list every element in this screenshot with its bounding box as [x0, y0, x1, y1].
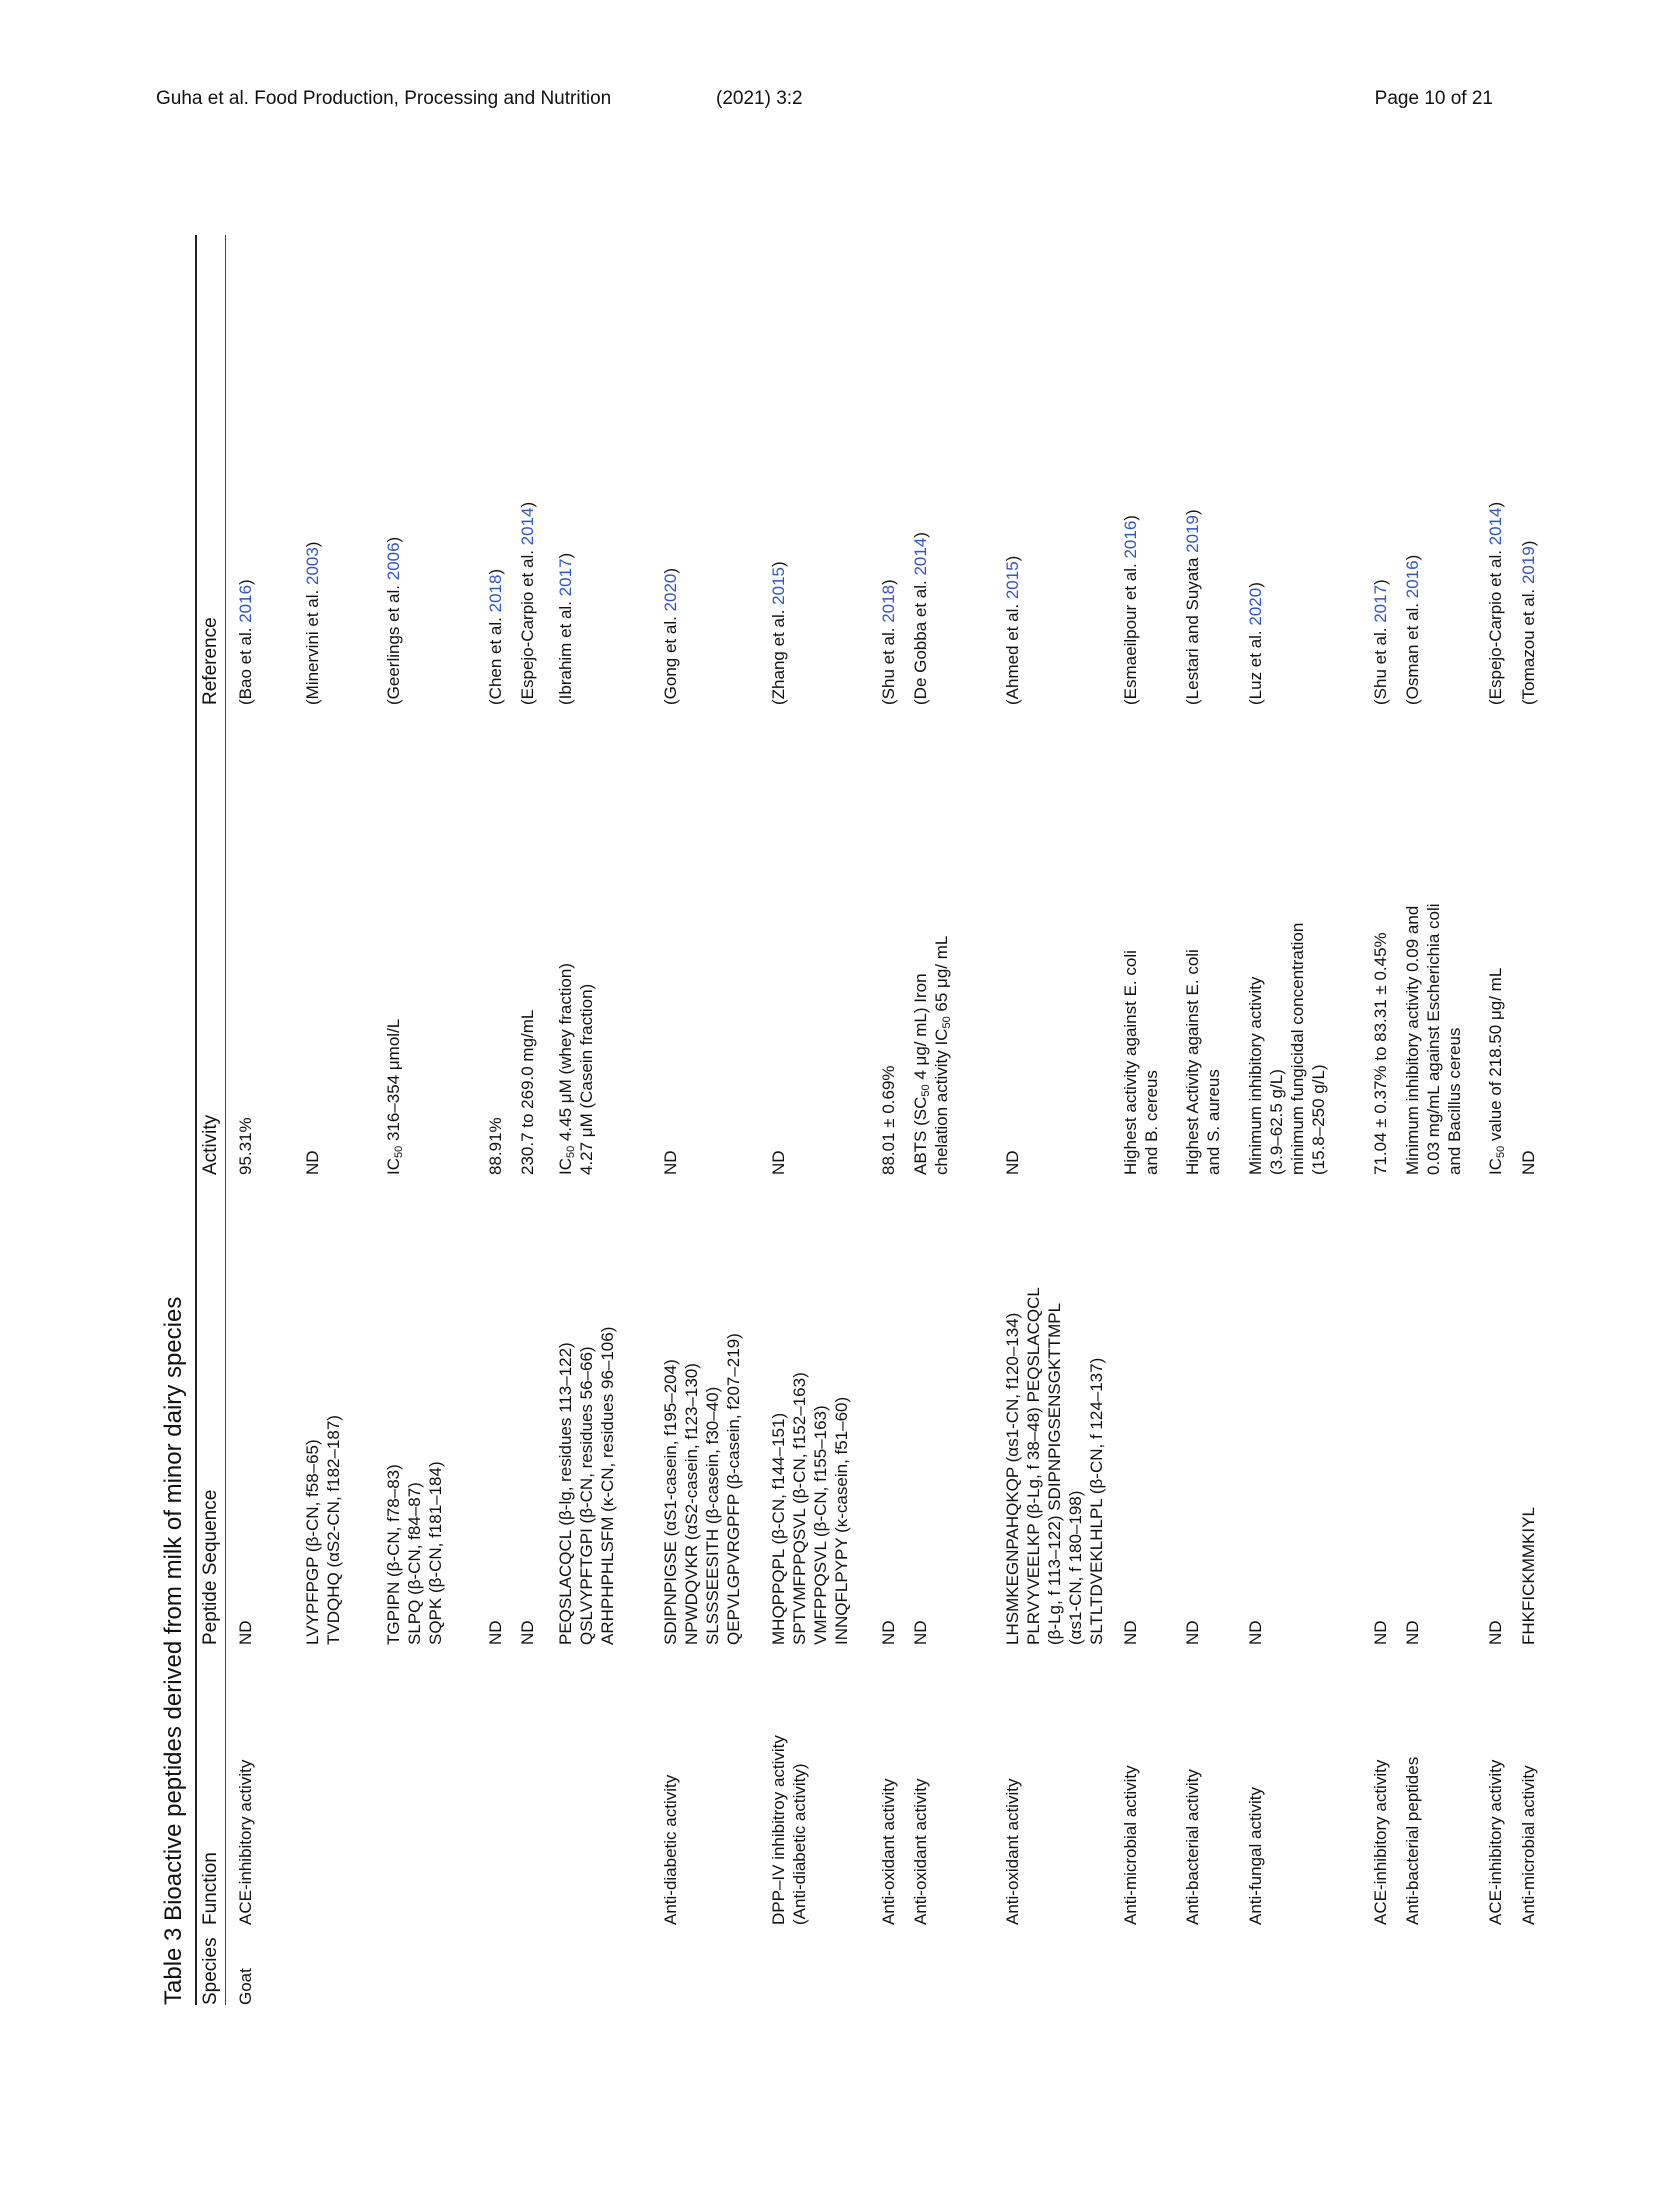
table-top-rule	[195, 235, 197, 2005]
column-header-reference: Reference	[200, 617, 221, 705]
cell-line: ND	[518, 1620, 537, 1645]
subscript: 50	[565, 1145, 577, 1158]
citation-close: )	[1183, 509, 1202, 516]
citation-authors: (Ibrahim et al.	[556, 596, 575, 705]
cell-line: Minimum inhibitory activity 0.09 and	[1403, 905, 1422, 1175]
activity-cell	[910, 936, 952, 1175]
sequence-cell	[1518, 1507, 1539, 1645]
sequence-cell	[660, 1333, 744, 1645]
reference-cell	[878, 579, 899, 705]
activity-cell	[768, 1150, 789, 1175]
citation-authors: (Esmaeilpour et al.	[1121, 558, 1140, 705]
function-cell	[1518, 1765, 1539, 1925]
column-header-activity: Activity	[200, 1114, 221, 1175]
citation-close: )	[486, 568, 505, 575]
reference-cell	[1182, 509, 1203, 705]
citation-year-link[interactable]: 2015	[769, 567, 788, 605]
column-header-sequence: Peptide Sequence	[200, 1489, 221, 1645]
cell-line: 88.01 ± 0.69%	[879, 1065, 898, 1175]
citation-year-link[interactable]: 2016	[1121, 520, 1140, 559]
activity-cell	[1402, 903, 1465, 1175]
reference-cell	[768, 561, 789, 705]
cell-line	[383, 1019, 404, 1175]
cell-text: IC	[1486, 1158, 1505, 1175]
sequence-cell	[1485, 1620, 1506, 1645]
citation-authors: (Espejo-Carpio et al.	[518, 545, 537, 705]
citation-close: )	[911, 532, 930, 538]
citation-close: )	[1519, 540, 1538, 547]
citation	[485, 569, 506, 705]
reference-cell	[235, 579, 256, 705]
citation	[1370, 579, 1391, 705]
citation-authors: (Tomazou et al.	[1519, 584, 1538, 705]
sequence-cell	[1002, 1287, 1107, 1645]
citation-year-link[interactable]: 2006	[384, 542, 403, 581]
cell-line: TGPIPN (β-CN, f78–83)	[384, 1464, 403, 1645]
cell-line: (Anti-diabetic activity)	[790, 1763, 809, 1925]
cell-line: and B. cereus	[1142, 1070, 1161, 1175]
cell-line: NPWDQVKR (αS2-casein, f123–130)	[682, 1363, 701, 1645]
reference-cell	[1120, 515, 1141, 705]
citation	[1120, 515, 1141, 705]
activity-cell	[1370, 932, 1391, 1175]
cell-line: ND	[1183, 1620, 1202, 1645]
citation-close: )	[518, 501, 537, 508]
function-cell	[1245, 1787, 1266, 1925]
sequence-cell	[1245, 1620, 1266, 1645]
subscript: 50	[1495, 1145, 1507, 1158]
cell-line: ND	[1403, 1620, 1422, 1645]
activity-cell	[878, 1065, 899, 1175]
cell-text: IC	[556, 1158, 575, 1175]
sequence-cell	[1182, 1620, 1203, 1645]
reference-cell	[1245, 582, 1266, 705]
issue-number: (2021) 3:2	[716, 88, 803, 109]
cell-line: ND	[879, 1620, 898, 1645]
cell-line	[910, 936, 931, 1175]
reference-cell	[1402, 555, 1423, 705]
activity-cell	[517, 1010, 538, 1175]
citation	[1245, 582, 1266, 705]
citation	[768, 561, 789, 705]
activity-cell	[1002, 1150, 1023, 1175]
cell-line: Highest activity against E. coli	[1121, 950, 1140, 1175]
table-header-rule	[225, 235, 226, 2005]
citation-year-link[interactable]: 2014	[1486, 507, 1505, 546]
citation-year-link[interactable]: 2014	[911, 537, 930, 576]
cell-line	[1485, 968, 1506, 1175]
cell-line: ND	[769, 1150, 788, 1175]
cell-line: ACE-inhibitory activity	[236, 1759, 255, 1925]
cell-line: QSLVYPFTGPI (β-CN, residues 56–66)	[577, 1346, 596, 1645]
citation-year-link[interactable]: 2016	[1403, 560, 1422, 599]
cell-line: LVYPFPGP (β-CN, f58–65)	[303, 1439, 322, 1645]
function-cell	[235, 1760, 256, 1925]
cell-line: Anti-bacterial activity	[1183, 1769, 1202, 1925]
cell-line: ND	[1246, 1620, 1265, 1645]
citation-close: )	[556, 552, 575, 559]
function-cell	[1370, 1760, 1391, 1925]
cell-line: LHSMKEGNPAHQKQP (αs1-CN, f120–134)	[1003, 1312, 1022, 1645]
cell-line: ND	[661, 1150, 680, 1175]
cell-text: IC	[384, 1158, 403, 1175]
cell-line: VMFPPQSVL (β-CN, f155–163)	[811, 1405, 830, 1645]
activity-cell	[555, 963, 597, 1175]
citation-close: )	[661, 567, 680, 574]
sequence-cell	[383, 1461, 446, 1645]
cell-line: Highest Activity against E. coli	[1183, 949, 1202, 1175]
sequence-cell	[555, 1327, 618, 1645]
subscript: 50	[920, 1084, 932, 1097]
cell-line: DPP–IV inhibitroy activity	[769, 1735, 788, 1925]
cell-text: 65 μg/ mL	[932, 935, 951, 1017]
cell-text: 316–354 μmol/L	[384, 1018, 403, 1146]
citation-year-link[interactable]: 2019	[1183, 515, 1202, 553]
rotated-table	[160, 235, 1538, 2005]
cell-text: 4 μg/ mL) Iron	[911, 973, 930, 1085]
citation-authors: (De Gobba et al.	[911, 575, 930, 705]
citation-authors: (Lestari and Suyata	[1183, 552, 1202, 705]
citation-authors: (Zhang et al.	[769, 604, 788, 705]
citation-authors: (Shu et al.	[1371, 622, 1390, 705]
cell-line: QEPVLGPVRGPFP (β-casein, f207–219)	[724, 1333, 743, 1645]
citation-authors: (Minervini et al.	[303, 585, 322, 705]
cell-line: TVDQHQ (αS2-CN, f182–187)	[324, 1415, 343, 1645]
citation-close: )	[769, 561, 788, 567]
cell-line: PLRVYVEELKP (β-Lg, f 38–48) PEQSLACQCL	[1024, 1287, 1043, 1645]
cell-line: Anti-fungal activity	[1246, 1787, 1265, 1925]
citation	[235, 579, 256, 705]
citation-authors: (Shu et al.	[879, 622, 898, 705]
function-cell	[1182, 1769, 1203, 1925]
citation	[1402, 555, 1423, 705]
citation	[1485, 502, 1506, 705]
citation-close: )	[1246, 582, 1265, 588]
function-cell	[660, 1775, 681, 1925]
page-number: Page 10 of 21	[1374, 88, 1493, 109]
subscript: 50	[393, 1145, 405, 1158]
cell-line: MHQPPQPL (β-CN, f144–151)	[769, 1412, 788, 1645]
table-caption: Table 3 Bioactive peptides derived from milk of minor dairy species	[160, 1296, 187, 2005]
cell-line: SDIPNPIGSE (αS1-casein, f195–204)	[661, 1359, 680, 1645]
cell-line: 71.04 ± 0.37% to 83.31 ± 0.45%	[1371, 932, 1390, 1175]
function-cell	[1002, 1779, 1023, 1925]
cell-line: SLTLTDVEKLHLPL (β-CN, f 124–137)	[1087, 1357, 1106, 1645]
cell-text: 4.45 μM (whey fraction)	[556, 963, 575, 1146]
citation-close: )	[236, 579, 255, 585]
cell-line: SLPQ (β-CN, f84–87)	[405, 1482, 424, 1645]
citation-close: )	[1003, 555, 1022, 562]
citation-close: )	[1486, 501, 1505, 508]
cell-line: ARHPHPHLSFM (κ-CN, residues 96–106)	[598, 1326, 617, 1645]
citation	[302, 542, 323, 705]
citation-year-link[interactable]: 2020	[661, 573, 680, 612]
column-header-function: Function	[200, 1852, 221, 1925]
citation-year-link[interactable]: 2017	[1371, 584, 1390, 623]
sequence-cell	[1120, 1620, 1141, 1645]
sequence-cell	[1370, 1620, 1391, 1645]
cell-line: 230.7 to 269.0 mg/mL	[518, 1009, 537, 1175]
citation	[1182, 509, 1203, 705]
cell-line: ACE-inhibitory activity	[1371, 1759, 1390, 1925]
sequence-cell	[302, 1415, 344, 1645]
citation-authors: (Ahmed et al.	[1003, 599, 1022, 705]
activity-cell	[235, 1117, 256, 1175]
citation	[517, 502, 538, 705]
cell-line: Anti-oxidant activity	[1003, 1778, 1022, 1925]
citation-year-link[interactable]: 2018	[879, 584, 898, 623]
reference-cell	[1518, 541, 1539, 705]
citation-authors: (Luz et al.	[1246, 625, 1265, 705]
cell-line: PEQSLACQCL (β-lg, residues 113–122)	[556, 1342, 575, 1645]
reference-cell	[910, 532, 931, 705]
citation-year-link[interactable]: 2014	[518, 507, 537, 546]
activity-cell	[302, 1150, 323, 1175]
sequence-cell	[517, 1620, 538, 1645]
function-cell	[1402, 1757, 1423, 1925]
activity-cell	[383, 1019, 404, 1175]
reference-cell	[555, 553, 576, 705]
activity-cell	[1518, 1150, 1539, 1175]
citation-year-link[interactable]: 2017	[556, 558, 575, 597]
citation-close: )	[879, 579, 898, 585]
citation	[555, 553, 576, 705]
subscript: 50	[941, 1016, 953, 1029]
cell-line: ND	[303, 1150, 322, 1175]
citation-year-link[interactable]: 2003	[303, 547, 322, 586]
cell-line: Anti-oxidant activity	[879, 1778, 898, 1925]
citation-year-link[interactable]: 2020	[1246, 587, 1265, 626]
citation-authors: (Chen et al.	[486, 612, 505, 705]
sequence-cell	[768, 1372, 852, 1645]
cell-line: Minimum inhibitory activity	[1246, 976, 1265, 1175]
reference-cell	[1002, 556, 1023, 705]
reference-cell	[517, 502, 538, 705]
sequence-cell	[235, 1620, 256, 1645]
cell-text: ABTS (SC	[911, 1096, 930, 1175]
activity-cell	[660, 1150, 681, 1175]
citation	[910, 532, 931, 705]
citation-authors: (Osman et al.	[1403, 598, 1422, 705]
sequence-cell	[485, 1620, 506, 1645]
reference-cell	[485, 569, 506, 705]
activity-cell	[1485, 968, 1506, 1175]
cell-line: ND	[1519, 1150, 1538, 1175]
cell-line: ND	[1003, 1150, 1022, 1175]
cell-line: ACE-inhibitory activity	[1486, 1759, 1505, 1925]
cell-line: SPTVMFPPQSVL (β-CN, f152–163)	[790, 1372, 809, 1645]
activity-cell	[1182, 949, 1224, 1175]
cell-line: Anti-oxidant activity	[911, 1778, 930, 1925]
cell-line: and Bacillus cereus	[1445, 1027, 1464, 1175]
cell-line: ND	[486, 1620, 505, 1645]
citation	[878, 579, 899, 705]
cell-line: Anti-microbial activity	[1121, 1765, 1140, 1925]
reference-cell	[383, 537, 404, 705]
citation	[660, 568, 681, 705]
cell-line: (15.8–250 g/L)	[1309, 1064, 1328, 1175]
citation-authors: (Bao et al.	[236, 622, 255, 705]
column-header-species: Species	[200, 1937, 221, 2005]
reference-cell	[1370, 579, 1391, 705]
cell-line: ND	[1121, 1620, 1140, 1645]
citation-year-link[interactable]: 2018	[486, 574, 505, 613]
citation-close: )	[1371, 579, 1390, 585]
sequence-cell	[878, 1620, 899, 1645]
citation	[1002, 556, 1023, 705]
sequence-cell	[910, 1620, 931, 1645]
cell-line: (β-Lg, f 113–122) SDIPNPIGSENSGKTTMPL	[1045, 1302, 1064, 1645]
cell-line: 95.31%	[236, 1117, 255, 1175]
cell-line: Anti-bacterial peptides	[1403, 1756, 1422, 1925]
function-cell	[1485, 1760, 1506, 1925]
cell-line: Anti-diabetic activity	[661, 1774, 680, 1925]
cell-text: chelation activity IC	[932, 1028, 951, 1175]
reference-cell	[1485, 502, 1506, 705]
cell-line: ND	[236, 1620, 255, 1645]
cell-line: and S. aureus	[1204, 1069, 1223, 1175]
activity-cell	[1120, 950, 1162, 1175]
cell-line	[931, 936, 952, 1175]
citation-authors: (Geerlings et al.	[384, 580, 403, 705]
citation	[383, 537, 404, 705]
function-cell	[768, 1735, 810, 1925]
citation-authors: (Espejo-Carpio et al.	[1486, 545, 1505, 705]
cell-line: SQPK (β-CN, f181–184)	[426, 1461, 445, 1645]
cell-line: (3.9–62.5 g/L)	[1267, 1069, 1286, 1175]
citation-close: )	[1121, 515, 1140, 521]
cell-line: ND	[911, 1620, 930, 1645]
cell-line: 4.27 μM (Casein fraction)	[577, 983, 596, 1175]
cell-line: FHKFICKMMKIYL	[1519, 1507, 1538, 1645]
citation-year-link[interactable]: 2015	[1003, 561, 1022, 600]
cell-text: value of 218.50 μg/ mL	[1486, 967, 1505, 1146]
cell-line: SLSSSEESITH (β-casein, f30–40)	[703, 1386, 722, 1645]
cell-line: ND	[1486, 1620, 1505, 1645]
function-cell	[878, 1779, 899, 1925]
journal-citation: Guha et al. Food Production, Processing and Nutrition	[156, 88, 612, 109]
function-cell	[1120, 1765, 1141, 1925]
running-header	[152, 88, 1497, 114]
activity-cell	[485, 1117, 506, 1175]
citation-close: )	[384, 536, 403, 543]
function-cell	[910, 1779, 931, 1925]
cell-line: Anti-microbial activity	[1519, 1765, 1538, 1925]
cell-line: INNQFLPYPY (κ-casein, f51–60)	[832, 1396, 851, 1645]
citation-year-link[interactable]: 2016	[236, 584, 255, 623]
citation-close: )	[303, 541, 322, 548]
cell-line: 88.91%	[486, 1117, 505, 1175]
cell-line	[555, 963, 576, 1175]
citation-year-link[interactable]: 2019	[1519, 546, 1538, 585]
species-cell: Goat	[236, 1968, 255, 2005]
cell-line: minimum fungicidal concentration	[1288, 922, 1307, 1175]
citation-authors: (Gong et al.	[661, 611, 680, 705]
activity-cell	[1245, 923, 1329, 1175]
cell-line: ND	[1371, 1620, 1390, 1645]
cell-line: 0.03 mg/mL against Escherichia coli	[1424, 903, 1443, 1175]
citation	[1518, 541, 1539, 705]
reference-cell	[660, 568, 681, 705]
cell-line: (αs1-CN, f 180–198)	[1066, 1490, 1085, 1645]
reference-cell	[302, 542, 323, 705]
sequence-cell	[1402, 1620, 1423, 1645]
citation-close: )	[1403, 554, 1422, 561]
